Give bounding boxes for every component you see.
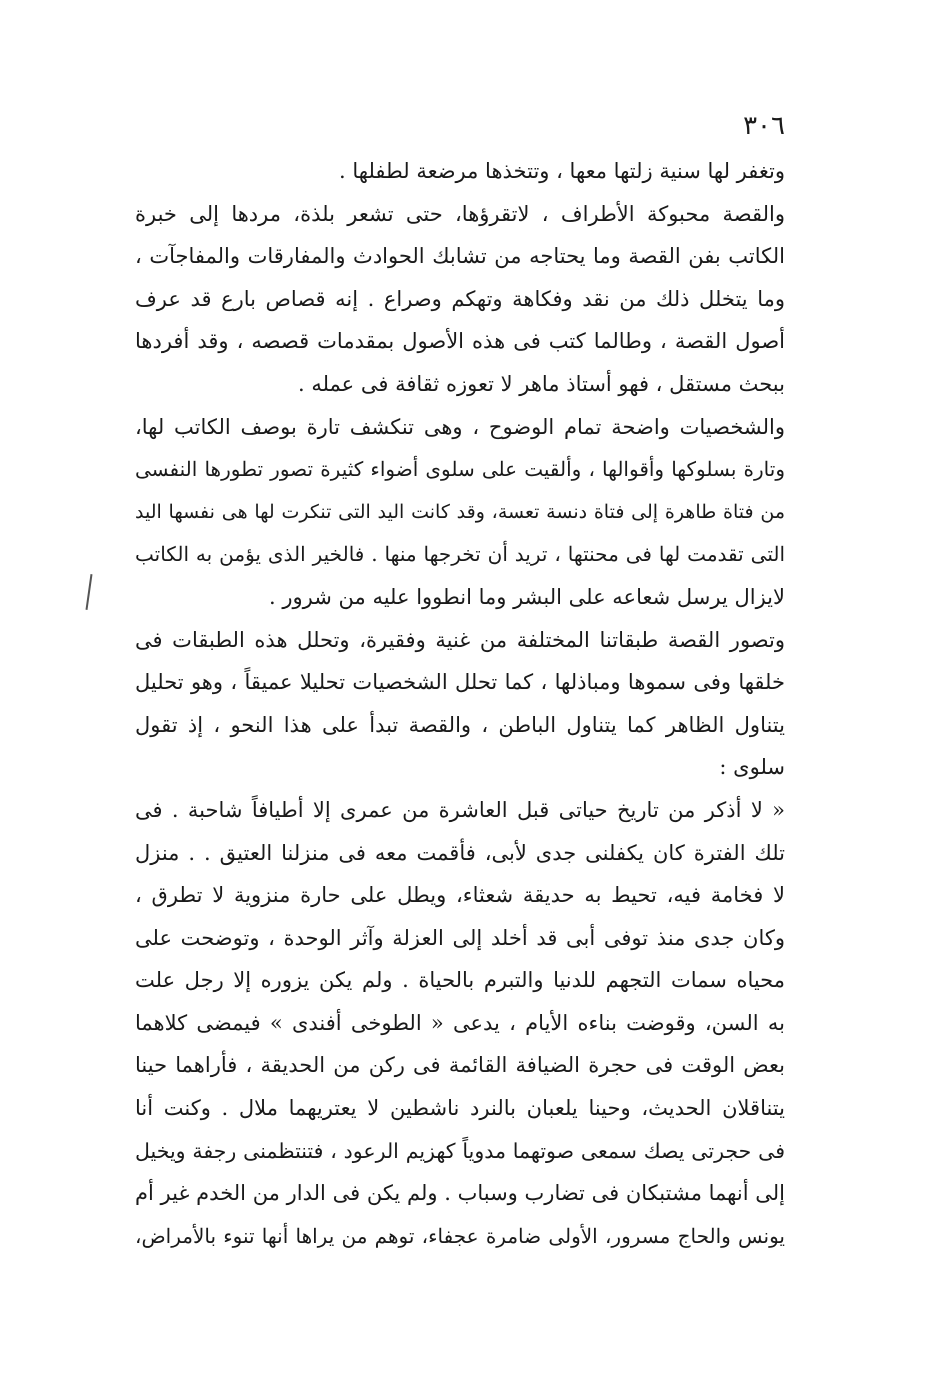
text-line: تلك الفترة كان يكفلنى جدى لأبى، فأقمت معه فى منزلنا العتيق . . منزل <box>135 840 785 865</box>
text-line: به السن، وقوضت بناءه الأيام ، يدعى « الطوخى أفندى » فيمضى كلاهما <box>135 1010 785 1035</box>
text-line: يتناول الظاهر كما يتناول الباطن ، والقصة تبدأ على هذا النحو ، إذ تقول <box>135 712 785 737</box>
text-line: التى تقدمت لها فى محنتها ، تريد أن تخرجها منها . فالخير الذى يؤمن به الكاتب <box>135 542 785 567</box>
text-line: والقصة محبوكة الأطراف ، لاتقرؤها، حتى تشعر بلذة، مردها إلى خبرة <box>135 201 785 226</box>
paragraph-5-quote <box>135 789 785 1258</box>
text-line: محياه سمات التجهم للدنيا والتبرم بالحياة . ولم يكن يزوره إلا رجل علت <box>135 968 785 993</box>
paragraph-1 <box>135 150 785 193</box>
text-line: وما يتخلل ذلك من نقد وفكاهة وتهكم وصراع . إنه قصاص بارع قد عرف <box>135 286 785 311</box>
text-line: وتصور القصة طبقاتنا المختلفة من غنية وفقيرة، وتحلل هذه الطبقات فى <box>135 627 785 652</box>
text-line: بعض الوقت فى حجرة الضيافة القائمة فى ركن من الحديقة ، فأراهما حينا <box>135 1053 785 1078</box>
book-page <box>135 108 785 1257</box>
text-line: الكاتب بفن القصة وما يحتاجه من تشابك الحوادث والمفارقات والمفاجآت ، <box>135 244 785 269</box>
paragraph-2 <box>135 193 785 406</box>
text-line: من فتاة طاهرة إلى فتاة دنسة تعسة، وقد كانت اليد التى تنكرت لها هى نفسها اليد <box>135 500 785 523</box>
text-line: أصول القصة ، وطالما كتب فى هذه الأصول بمقدمات قصصه ، وقد أفردها <box>135 329 785 354</box>
text-line: لايزال يرسل شعاعه على البشر وما انطووا عليه من شرور . <box>269 584 785 609</box>
text-line: يتناقلان الحديث، وحينا يلعبان بالنرد ناشطين لا يعتريهما ملال . وكنت أنا <box>135 1096 785 1121</box>
text-line: والشخصيات واضحة تمام الوضوح ، وهى تنكشف تارة بوصف الكاتب لها، <box>135 414 785 439</box>
text-line: خلقها وفى سموها ومباذلها ، كما تحلل الشخصيات تحليلا عميقاً ، وهو تحليل <box>135 670 785 695</box>
text-line: فى حجرتى يصك سمعى صوتهما مدوياً كهزيم الرعود ، فتنتظمنى رجفة ويخيل <box>135 1138 785 1163</box>
text-line: « لا أذكر من تاريخ حياتى قبل العاشرة من عمرى إلا أطيافاً شاحبة . فى <box>135 797 785 822</box>
paragraph-3 <box>135 406 785 619</box>
paragraph-4 <box>135 619 785 789</box>
page-number: ٣٠٦ <box>743 111 785 141</box>
text-line: وكان جدى منذ توفى أبى قد أخلد إلى العزلة وآثر الوحدة ، وتوضحت على <box>135 925 785 950</box>
margin-pencil-mark <box>86 574 93 610</box>
text-line: سلوى : <box>719 755 785 780</box>
text-line: ببحث مستقل ، فهو أستاذ ماهر لا تعوزه ثقافة فى عمله . <box>297 371 785 396</box>
text-line: وتغفر لها سنية زلتها معها ، وتتخذها مرضعة لطفلها . <box>339 159 785 183</box>
text-line: إلى أنهما مشتبكان فى تضارب وسباب . ولم يكن فى الدار من الخدم غير أم <box>135 1181 785 1206</box>
text-line: لا فخامة فيه، تحيط به حديقة شعثاء، ويطل على حارة منزوية لا تطرق ، <box>135 883 785 908</box>
text-line: وتارة بسلوكها وأقوالها ، وألقيت على سلوى أضواء كثيرة تصور تطورها النفسى <box>135 457 785 482</box>
text-line: يونس والحاج مسرور، الأولى ضامرة عجفاء، توهم من يراها أنها تنوء بالأمراض، <box>135 1223 785 1248</box>
